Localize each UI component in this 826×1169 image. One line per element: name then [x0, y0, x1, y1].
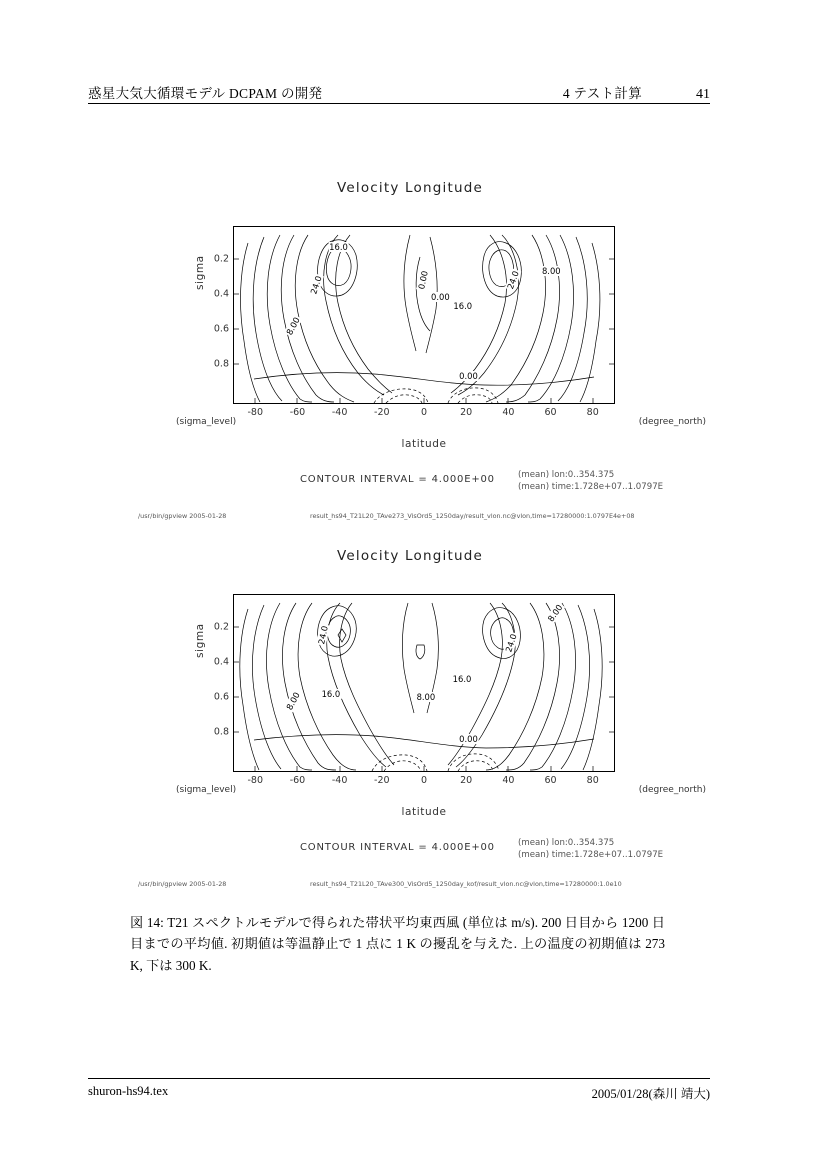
axis-corner-note-left: (sigma_level)	[176, 417, 237, 427]
contour-label: 24.0	[308, 274, 324, 296]
contour-plot-frame	[213, 226, 615, 418]
contour-plot-frame	[213, 594, 615, 786]
y-tick-label: 0.8	[213, 726, 229, 738]
x-tick-label: -40	[331, 407, 348, 418]
y-tick-label: 0.6	[213, 691, 229, 703]
contour-label: 8.00	[416, 692, 436, 703]
contour-label: 24.0	[505, 269, 522, 291]
running-head-page-number: 41	[696, 87, 710, 102]
x-tick-label: 60	[544, 407, 557, 418]
figure-panel-bottom	[88, 548, 710, 888]
y-tick-label: 0.2	[213, 253, 229, 265]
contour-lines	[234, 227, 614, 403]
axis-corner-note-right: (degree_north)	[638, 785, 706, 795]
figure-panel-top	[88, 180, 710, 520]
x-tick-label: 0	[420, 775, 428, 786]
y-tick-label: 0.6	[213, 323, 229, 335]
axis-corner-note-left: (sigma_level)	[176, 785, 237, 795]
y-tick-label: 0.8	[213, 358, 229, 370]
x-tick-label: -80	[247, 775, 264, 786]
plot-meta-line: (mean) time:1.728e+07..1.0797E	[518, 849, 664, 860]
plot-meta-note	[518, 470, 663, 493]
x-tick-label: -20	[374, 407, 390, 418]
contour-label: 24.0	[503, 632, 520, 654]
y-axis-label: sigma	[194, 255, 206, 290]
figure-caption-label: 図 14:	[130, 915, 164, 930]
running-head-title: 惑星大気大循環モデル DCPAM の開発	[88, 86, 323, 101]
axis-corner-note-right: (degree_north)	[638, 417, 706, 427]
contour-label: 8.00	[541, 266, 561, 276]
plot-source-note: result_hs94_T21L20_TAve273_VisOrd5_1250day/result_vlon.nc@vlon,time=17280000:1.0797E4e+08	[310, 512, 635, 520]
plot-meta-line: (mean) time:1.728e+07..1.0797E	[518, 481, 664, 492]
x-tick-label: -80	[247, 407, 264, 418]
y-tick-label: 0.4	[213, 656, 229, 668]
x-axis-label: latitude	[401, 806, 447, 818]
x-tick-label: -40	[331, 775, 348, 786]
contour-interval-note: CONTOUR INTERVAL = 4.000E+00	[300, 474, 495, 485]
plot-meta-line: (mean) lon:0..354.375	[518, 470, 615, 480]
x-tick-label: 60	[544, 775, 557, 786]
footer-divider	[88, 1078, 710, 1079]
running-head-section: 4 テスト計算	[562, 86, 642, 101]
x-axis-label: latitude	[401, 438, 447, 450]
contour-label: 16.0	[453, 301, 473, 312]
contour-label: 0.00	[416, 269, 430, 290]
contour-label: 0.00	[459, 734, 478, 745]
x-tick-label: 80	[586, 407, 599, 418]
plot-meta-line: (mean) lon:0..354.375	[518, 838, 615, 848]
contour-label: 24.0	[316, 624, 331, 645]
x-tick-label: 40	[502, 775, 515, 786]
figure-caption	[130, 912, 665, 976]
running-head	[88, 82, 710, 103]
x-tick-label: -60	[289, 775, 306, 786]
x-tick-label: 80	[586, 775, 599, 786]
plot-tool-note: /usr/bin/gpview 2005-01-28	[138, 512, 227, 520]
header-divider	[88, 103, 710, 104]
contour-label: 8.00	[284, 314, 302, 337]
x-tick-label: -60	[289, 407, 306, 418]
plot-meta-note	[518, 838, 663, 861]
y-tick-label: 0.2	[213, 621, 229, 633]
contour-label: 8.00	[284, 690, 302, 712]
y-tick-label: 0.4	[213, 288, 229, 300]
plot-title: Velocity Longitude	[337, 548, 483, 564]
figure-caption-text: T21 スペクトルモデルで得られた帯状平均東西風 (単位は m/s). 200 日目から 1200 日目までの平均値. 初期値は等温静止で 1 点に 1 K の擾乱を与えた. 上の温度の初期値は 273 K, 下は 300 K.	[130, 915, 665, 973]
plot-area-bottom	[88, 580, 710, 888]
plot-source-note: result_hs94_T21L20_TAve300_VisOrd5_1250day_kof/result_vlon.nc@vlon,time=17280000:1.0e10	[310, 880, 622, 888]
plot-area-top	[88, 212, 710, 520]
contour-label: 16.0	[452, 673, 472, 684]
y-axis-label: sigma	[194, 623, 206, 658]
footer-filename: shuron-hs94.tex	[88, 1084, 169, 1098]
contour-label: 0.00	[431, 292, 450, 303]
contour-interval-note: CONTOUR INTERVAL = 4.000E+00	[300, 842, 495, 853]
x-tick-label: -20	[374, 775, 390, 786]
contour-label: 16.0	[321, 689, 341, 700]
footer-date-author: 2005/01/28(森川 靖大)	[591, 1087, 710, 1101]
contour-label: 8.00	[545, 602, 565, 624]
contour-label: 16.0	[329, 242, 348, 253]
plot-tool-note: /usr/bin/gpview 2005-01-28	[138, 880, 227, 888]
contour-lines	[234, 595, 614, 771]
plot-title: Velocity Longitude	[337, 180, 483, 196]
contour-label: 0.00	[459, 370, 478, 381]
x-tick-label: 0	[420, 407, 428, 418]
x-tick-label: 20	[460, 407, 473, 418]
x-tick-label: 20	[460, 775, 473, 786]
x-tick-label: 40	[502, 407, 515, 418]
